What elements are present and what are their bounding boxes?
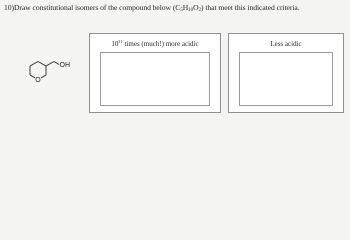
ring-bond: [41, 75, 46, 78]
answer-box-more-acidic: [89, 33, 221, 113]
more-acidic-drawing-area[interactable]: [100, 52, 210, 106]
less-acidic-drawing-area[interactable]: [239, 52, 333, 106]
ring-oxygen-label: O: [35, 77, 41, 84]
question-number: 10): [4, 3, 14, 12]
answer-box-less-acidic: [228, 33, 344, 113]
hydroxyl-label: OH: [59, 62, 70, 69]
structure-drawing: [24, 48, 84, 90]
ring-bond: [30, 75, 35, 78]
ring-bond: [30, 62, 38, 67]
ring-bond: [38, 62, 46, 67]
question-text: 10)Draw constitutional isomers of the compound below $(C_5H_{10}O_2)$ that meet this indicated criteria.: [4, 3, 300, 13]
less-acidic-label: Less acidic: [270, 40, 302, 48]
more-acidic-label: $10^{11}$ times (much!) more acidic: [111, 39, 199, 48]
side-chain-bond: [54, 62, 59, 65]
tetrahydropyran-methanol-structure: [24, 48, 84, 90]
side-chain-bond: [46, 62, 54, 67]
